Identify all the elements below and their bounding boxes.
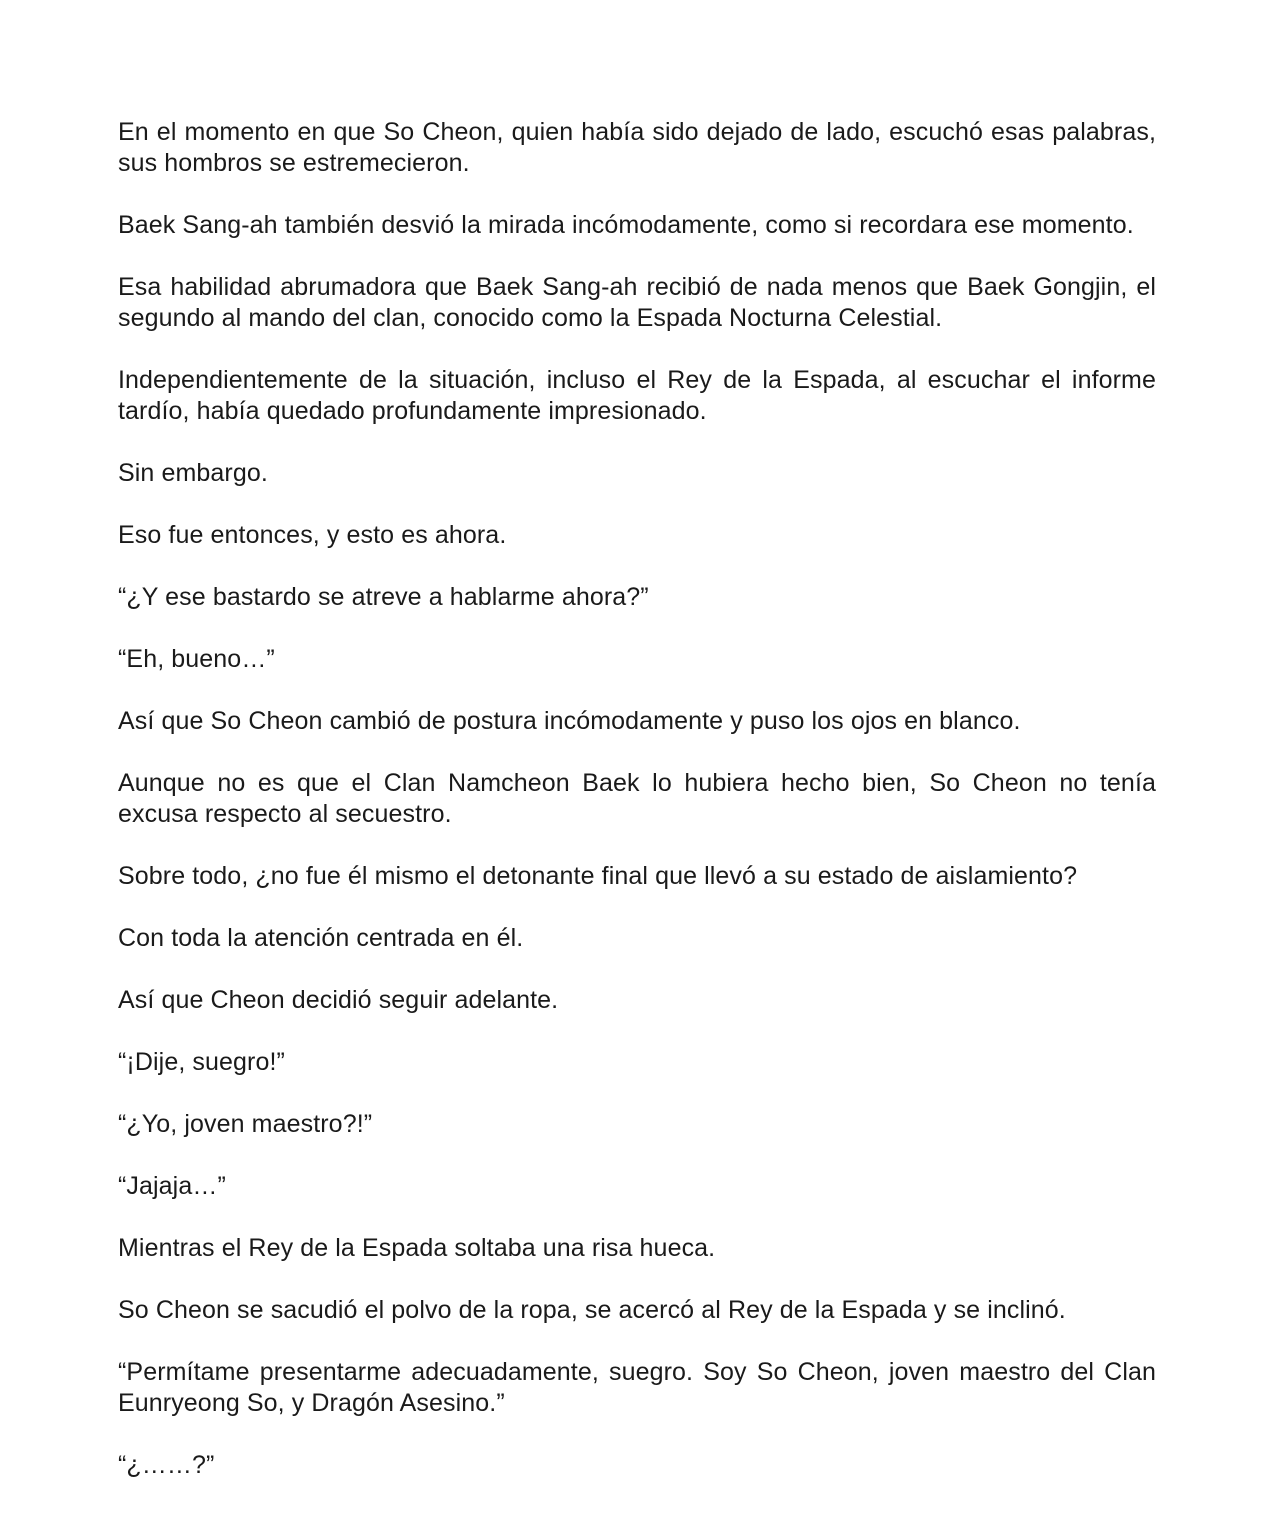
paragraph: Así que Cheon decidió seguir adelante. bbox=[118, 986, 559, 1014]
paragraph: Sobre todo, ¿no fue él mismo el detonante final que llevó a su estado de aislamiento? bbox=[118, 862, 1078, 890]
dialogue-line: “¿Y ese bastardo se atreve a hablarme ahora?” bbox=[118, 583, 649, 611]
paragraph: Esa habilidad abrumadora que Baek Sang-ah recibió de nada menos que Baek Gongjin, el segundo al mando del clan, conocido como la Espada Nocturna Celestial. bbox=[118, 273, 1156, 332]
paragraph: Sin embargo. bbox=[118, 459, 268, 487]
document-page bbox=[118, 117, 1156, 1481]
paragraph: Independientemente de la situación, incluso el Rey de la Espada, al escuchar el informe tardío, había quedado profundamente impresionado. bbox=[118, 366, 1156, 425]
paragraph: So Cheon se sacudió el polvo de la ropa, se acercó al Rey de la Espada y se inclinó. bbox=[118, 1296, 1066, 1324]
dialogue-line: “Jajaja…” bbox=[118, 1172, 226, 1200]
paragraph: Así que So Cheon cambió de postura incómodamente y puso los ojos en blanco. bbox=[118, 707, 1021, 735]
paragraph: Baek Sang-ah también desvió la mirada incómodamente, como si recordara ese momento. bbox=[118, 211, 1134, 239]
paragraph: Con toda la atención centrada en él. bbox=[118, 924, 524, 952]
paragraph: Aunque no es que el Clan Namcheon Baek lo hubiera hecho bien, So Cheon no tenía excusa respecto al secuestro. bbox=[118, 769, 1156, 828]
dialogue-line: “Permítame presentarme adecuadamente, suegro. Soy So Cheon, joven maestro del Clan Eunryeong So, y Dragón Asesino.” bbox=[118, 1358, 1156, 1417]
dialogue-line: “¿……?” bbox=[118, 1451, 215, 1479]
paragraph: Eso fue entonces, y esto es ahora. bbox=[118, 521, 507, 549]
dialogue-line: “¿Yo, joven maestro?!” bbox=[118, 1110, 373, 1138]
dialogue-line: “¡Dije, suegro!” bbox=[118, 1048, 285, 1076]
paragraph: Mientras el Rey de la Espada soltaba una risa hueca. bbox=[118, 1234, 716, 1262]
dialogue-line: “Eh, bueno…” bbox=[118, 645, 275, 673]
paragraph: En el momento en que So Cheon, quien había sido dejado de lado, escuchó esas palabras, sus hombros se estremecieron. bbox=[118, 118, 1156, 177]
